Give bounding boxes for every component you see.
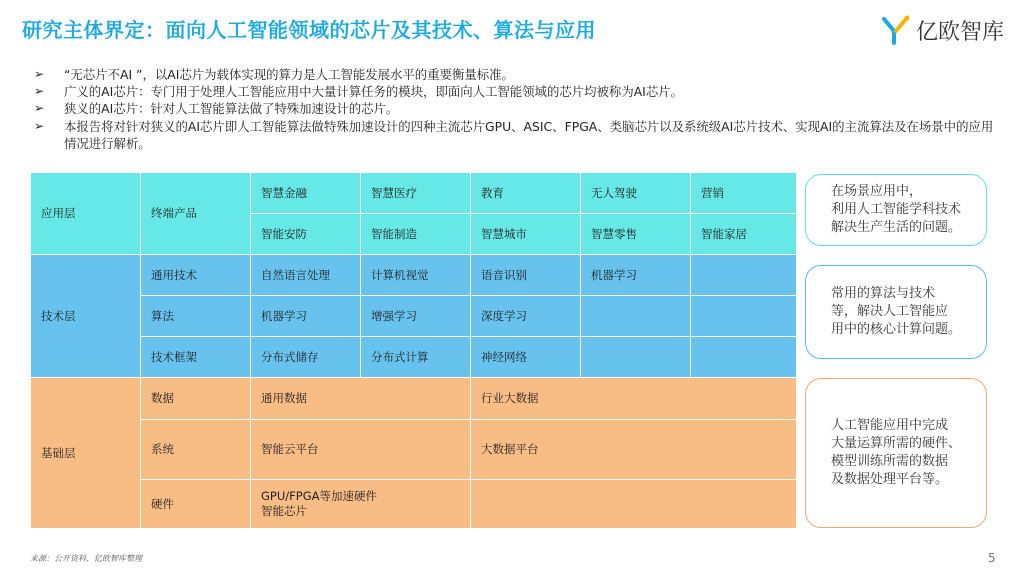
table-cell: 智能家居	[691, 214, 797, 255]
table-cell	[691, 296, 797, 337]
bullet-arrow-icon: ➢	[34, 118, 45, 133]
table-cell: 计算机视觉	[361, 255, 471, 296]
bullet-item: ➢ “无芯片不AI ”，以AI芯片为载体实现的算力是人工智能发展水平的重要衡量标准。	[34, 67, 514, 82]
page-title: 研究主体界定：面向人工智能领域的芯片及其技术、算法与应用	[22, 18, 596, 42]
note-base-layer: 人工智能应用中完成 大量运算所需的硬件、 模型训练所需的数据 及数据处理平台等。	[805, 378, 987, 528]
cell-line: GPU/FPGA等加速硬件	[261, 489, 377, 503]
bullet-list	[34, 66, 994, 152]
table-row	[31, 173, 797, 214]
bullet-item: ➢ 狭义的AI芯片：针对人工智能算法做了特殊加速设计的芯片。	[34, 101, 399, 117]
table-cell: 行业大数据	[471, 378, 797, 420]
table-cell: 智慧城市	[471, 214, 581, 255]
table-cell: 智慧零售	[581, 214, 691, 255]
page-number: 5	[988, 551, 996, 565]
layer-label-app: 应用层	[31, 173, 141, 255]
table-cell: 机器学习	[581, 255, 691, 296]
table-cell: 增强学习	[361, 296, 471, 337]
table-cell: 智能制造	[361, 214, 471, 255]
table-cell: 机器学习	[251, 296, 361, 337]
table-cell: 营销	[691, 173, 797, 214]
sublayer-label: 数据	[141, 378, 251, 420]
table-cell	[691, 255, 797, 296]
table-cell: 无人驾驶	[581, 173, 691, 214]
layer-label-tech: 技术层	[31, 255, 141, 378]
sublayer-label: 算法	[141, 296, 251, 337]
sublayer-label: 硬件	[141, 480, 251, 529]
table-row	[31, 255, 797, 296]
table-row	[31, 420, 797, 480]
table-row	[31, 296, 797, 337]
table-cell: 通用数据	[251, 378, 471, 420]
bullet-item: ➢ 广义的AI芯片：专门用于处理人工智能应用中大量计算任务的模块，即面向人工智能领域的芯片均被称为AI芯片。	[34, 84, 684, 100]
cell-line: 智能芯片	[261, 504, 307, 518]
table-cell: 自然语言处理	[251, 255, 361, 296]
table-cell: 分布式储存	[251, 337, 361, 378]
table-cell: 神经网络	[471, 337, 581, 378]
table-cell: 深度学习	[471, 296, 581, 337]
table-cell	[581, 296, 691, 337]
bullet-arrow-icon: ➢	[34, 84, 45, 99]
table-cell: 教育	[471, 173, 581, 214]
note-app-layer: 在场景应用中， 利用人工智能学科技术 解决生产生活的问题。	[805, 174, 987, 246]
table-cell: 智能安防	[251, 214, 361, 255]
layer-label-base: 基础层	[31, 378, 141, 529]
table-cell	[471, 480, 797, 529]
sublayer-label: 终端产品	[141, 173, 251, 255]
table-cell: 智慧金融	[251, 173, 361, 214]
table-row	[31, 378, 797, 420]
bullet-item: ➢ 本报告将对针对狭义的AI芯片即人工智能算法做特殊加速设计的四种主流芯片GPU、ASIC、FPGA、类脑芯片以及系统级AI芯片技术、实现AI的主流算法及在场景中的应用情况进行解析。	[34, 118, 994, 151]
table-cell: 分布式计算	[361, 337, 471, 378]
bullet-arrow-icon: ➢	[34, 67, 45, 81]
table-cell	[251, 480, 471, 529]
source-note: 来源：公开资料、亿欧智库整理	[30, 554, 142, 563]
sublayer-label: 技术框架	[141, 337, 251, 378]
table-row	[31, 337, 797, 378]
table-cell: 智慧医疗	[361, 173, 471, 214]
sublayer-label: 通用技术	[141, 255, 251, 296]
table-cell: 大数据平台	[471, 420, 797, 480]
note-tech-layer: 常用的算法与技术 等，解决人工智能应 用中的核心计算问题。	[805, 265, 987, 359]
table-cell: 语音识别	[471, 255, 581, 296]
table-cell	[581, 337, 691, 378]
table-row	[31, 480, 797, 529]
table-cell: 智能云平台	[251, 420, 471, 480]
sublayer-label: 系统	[141, 420, 251, 480]
logo-text: 亿欧智库	[916, 19, 1005, 45]
layer-table	[30, 172, 797, 529]
table-cell	[691, 337, 797, 378]
yiou-logo-icon	[880, 13, 914, 47]
bullet-arrow-icon: ➢	[34, 101, 45, 116]
brand-logo	[880, 10, 1010, 50]
